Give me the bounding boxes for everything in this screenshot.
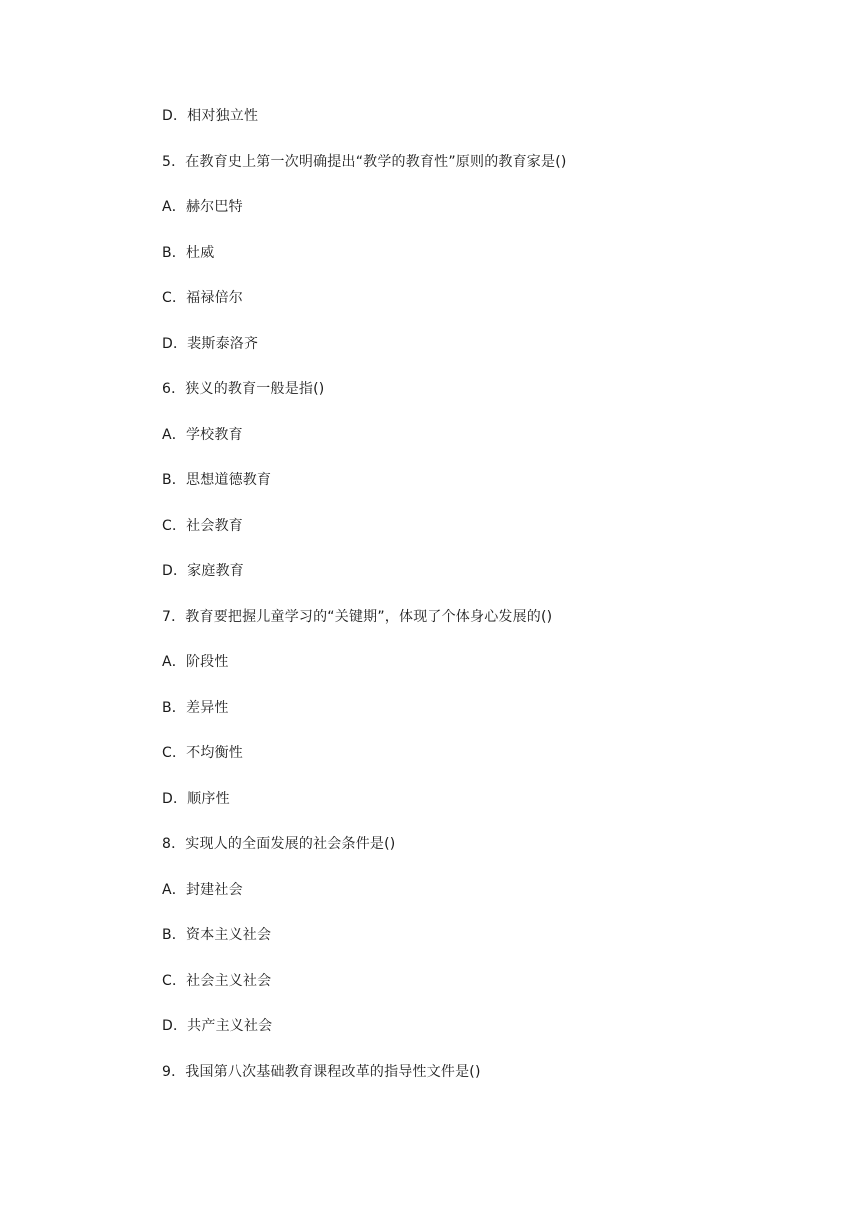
option-d-q5: D．裴斯泰洛齐 (162, 336, 259, 352)
option-d-q8: D．共产主义社会 (162, 1018, 273, 1034)
option-b-q7: B．差异性 (162, 700, 229, 716)
option-b-q5: B．杜威 (162, 245, 215, 261)
option-c-q5: C．福禄倍尔 (162, 290, 243, 306)
option-a-q5: A．赫尔巴特 (162, 199, 243, 215)
question-9: 9．我国第八次基础教育课程改革的指导性文件是() (162, 1064, 481, 1080)
option-b-q6: B．思想道德教育 (162, 472, 272, 488)
question-7: 7．教育要把握儿童学习的“关键期”，体现了个体身心发展的() (162, 609, 553, 625)
question-6: 6．狭义的教育一般是指() (162, 381, 325, 397)
option-c-q6: C．社会教育 (162, 518, 243, 534)
question-8: 8．实现人的全面发展的社会条件是() (162, 836, 396, 852)
option-a-q7: A．阶段性 (162, 654, 229, 670)
option-d-q7: D．顺序性 (162, 791, 230, 807)
option-b-q8: B．资本主义社会 (162, 927, 272, 943)
option-d-q4: D．相对独立性 (162, 108, 259, 124)
option-c-q7: C．不均衡性 (162, 745, 243, 761)
option-a-q8: A．封建社会 (162, 882, 243, 898)
option-d-q6: D．家庭教育 (162, 563, 244, 579)
option-c-q8: C．社会主义社会 (162, 973, 272, 989)
question-5: 5．在教育史上第一次明确提出“教学的教育性”原则的教育家是() (162, 154, 567, 170)
option-a-q6: A．学校教育 (162, 427, 243, 443)
